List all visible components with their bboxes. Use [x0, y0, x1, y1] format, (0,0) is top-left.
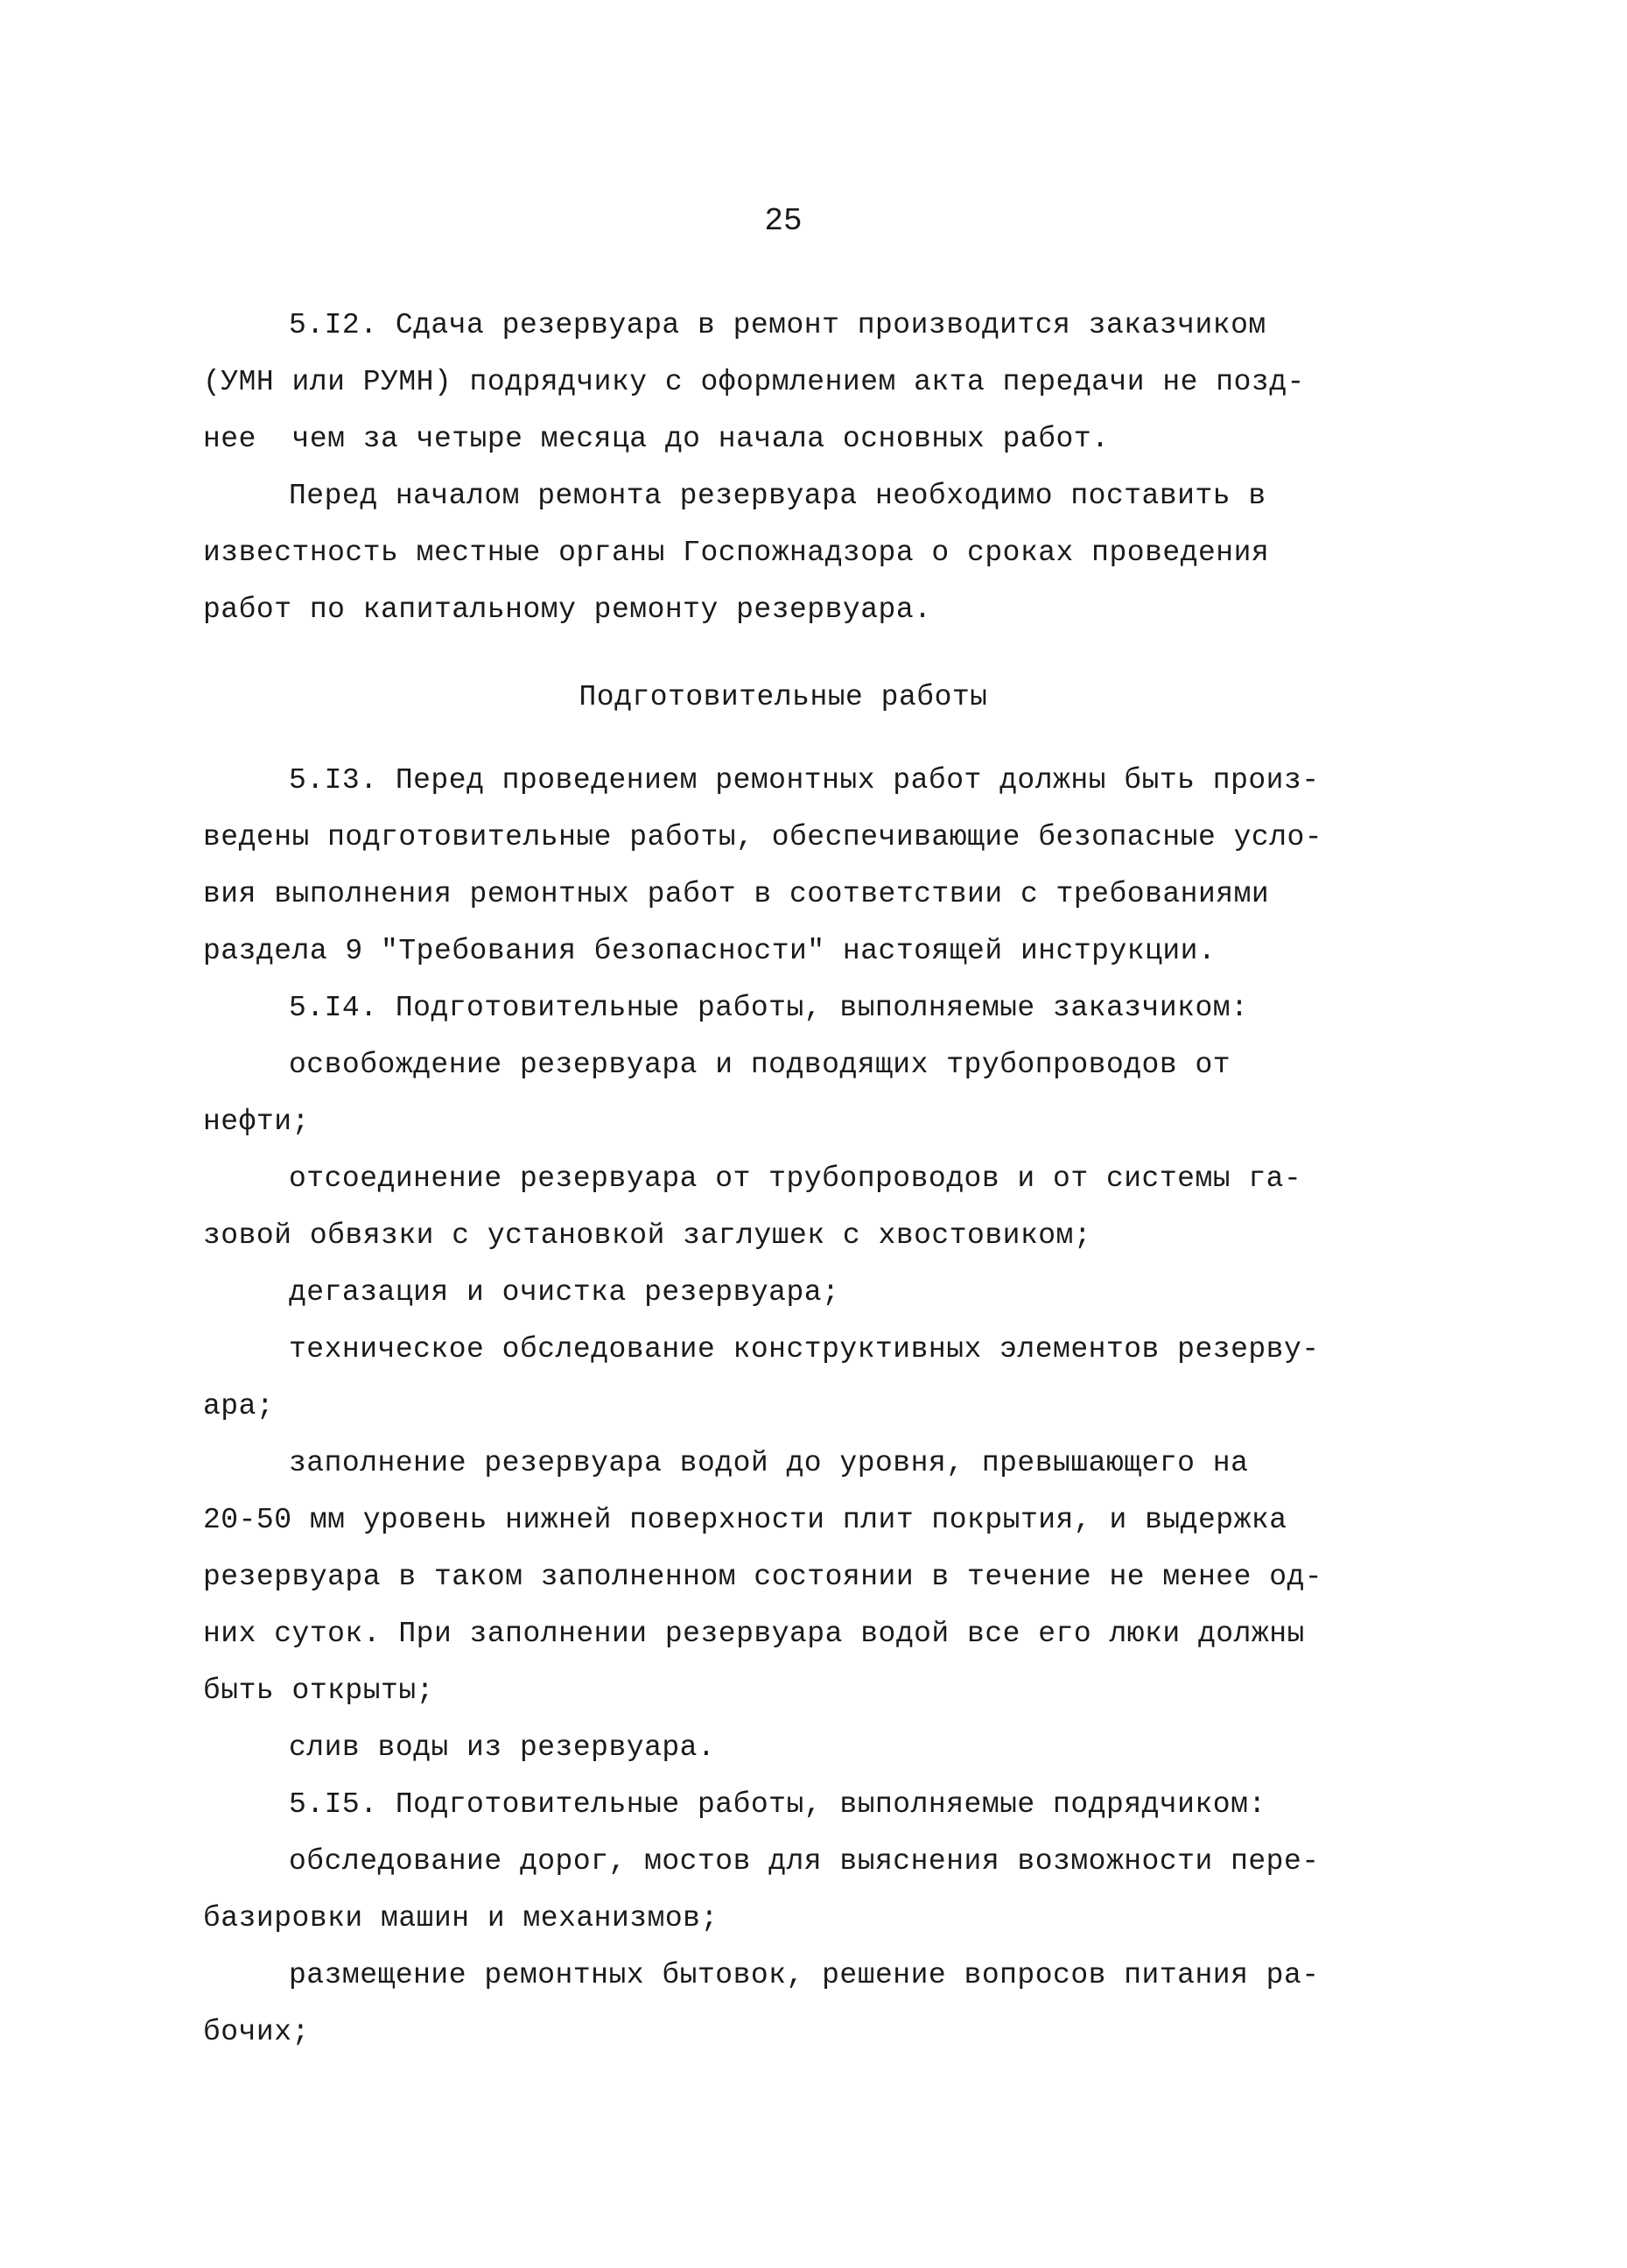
paragraph-5-13-line-2: ведены подготовительные работы, обеспечивающие безопасные усло- [203, 821, 1323, 853]
paragraph-5-13-line-1: 5.I3. Перед проведением ремонтных работ должны быть произ- [289, 764, 1320, 797]
paragraph-fire-line-1: Перед началом ремонта резервуара необходимо поставить в [289, 480, 1266, 512]
paragraph-5-15-line-1: 5.I5. Подготовительные работы, выполняемые подрядчиком: [289, 1788, 1266, 1821]
paragraph-5-13-line-3: вия выполнения ремонтных работ в соответствии с требованиями [203, 878, 1270, 910]
page-number: 25 [764, 203, 803, 239]
list-item-release-line-2: нефти; [203, 1106, 310, 1138]
paragraph-5-12-line-3: нее чем за четыре месяца до начала основных работ. [203, 423, 1110, 455]
list-item-roads-line-2: базировки машин и механизмов; [203, 1902, 719, 1934]
list-item-filling-line-3: резервуара в таком заполненном состоянии в течение не менее од- [203, 1561, 1323, 1593]
list-item-inspection-line-2: ара; [203, 1390, 275, 1422]
list-item-filling-line-5: быть открыты; [203, 1675, 434, 1707]
paragraph-5-14-line-1: 5.I4. Подготовительные работы, выполняемые заказчиком: [289, 992, 1249, 1024]
paragraph-5-12-line-2: (УМН или РУМН) подрядчику с оформлением акта передачи не позд- [203, 366, 1305, 398]
list-item-placement-line-1: размещение ремонтных бытовок, решение вопросов питания ра- [289, 1959, 1320, 1991]
list-item-disconnect-line-2: зовой обвязки с установкой заглушек с хвостовиком; [203, 1219, 1092, 1252]
list-item-placement-line-2: бочих; [203, 2016, 310, 2048]
list-item-inspection-line-1: техническое обследование конструктивных элементов резерву- [289, 1333, 1320, 1366]
list-item-filling-line-2: 20-50 мм уровень нижней поверхности плит покрытия, и выдержка [203, 1504, 1287, 1536]
list-item-release-line-1: освобождение резервуара и подводящих трубопроводов от [289, 1049, 1231, 1081]
list-item-drain: слив воды из резервуара. [289, 1731, 716, 1764]
list-item-roads-line-1: обследование дорог, мостов для выяснения возможности пере- [289, 1845, 1320, 1878]
list-item-filling-line-4: них суток. При заполнении резервуара водой все его люки должны [203, 1618, 1305, 1650]
list-item-filling-line-1: заполнение резервуара водой до уровня, превышающего на [289, 1447, 1249, 1479]
paragraph-fire-line-3: работ по капитальному ремонту резервуара. [203, 593, 932, 626]
paragraph-5-12-line-1: 5.I2. Сдача резервуара в ремонт производится заказчиком [289, 309, 1266, 341]
list-item-disconnect-line-1: отсоединение резервуара от трубопроводов и от системы га- [289, 1162, 1302, 1195]
paragraph-fire-line-2: известность местные органы Госпожнадзора о сроках проведения [203, 537, 1270, 569]
section-heading: Подготовительные работы [579, 681, 988, 713]
paragraph-5-13-line-4: раздела 9 "Требования безопасности" настоящей инструкции. [203, 935, 1217, 967]
list-item-degassing: дегазация и очистка резервуара; [289, 1276, 840, 1309]
